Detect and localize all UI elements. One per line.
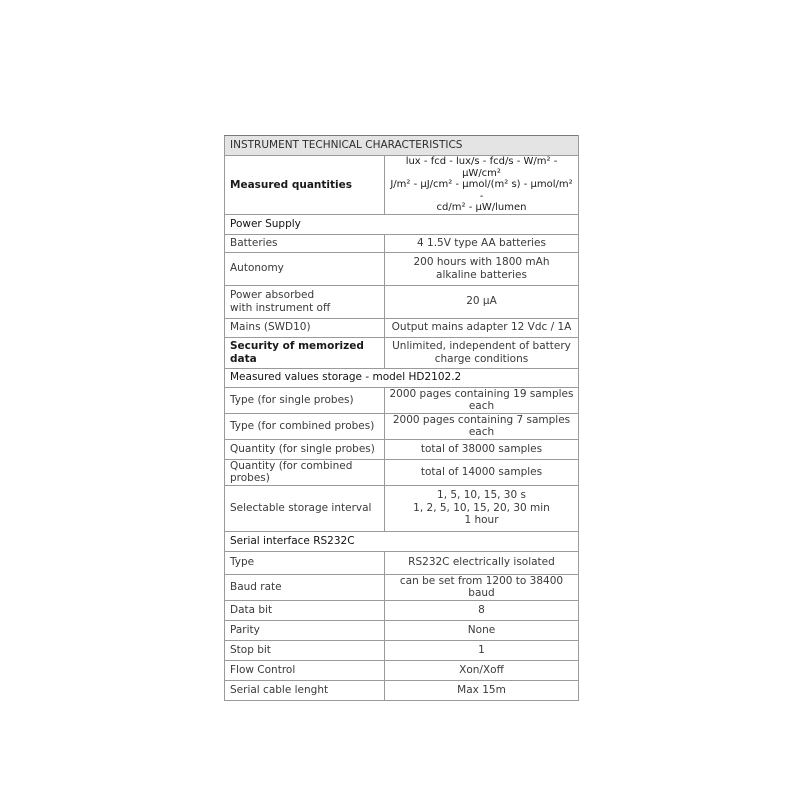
section-header-power-supply [225,214,579,234]
storage-interval-label: Selectable storage interval [225,485,385,531]
autonomy-value [385,252,579,285]
table-row [225,285,579,318]
table-row [225,156,579,215]
table-title-row [225,136,579,156]
security-line: charge conditions [434,352,529,365]
batteries-value: 4 1.5V type AA batteries [385,234,579,252]
serial-row-value: can be set from 1200 to 38400 baud [385,574,579,600]
autonomy-line: alkaline batteries [436,268,527,281]
measured-quantities-line: cd/m² - µW/lumen [436,202,527,213]
table-row [225,600,579,620]
power-absorbed-value: 20 µA [385,285,579,318]
serial-row-value: RS232C electrically isolated [385,551,579,574]
type-combined-value: 2000 pages containing 7 samples each [385,413,579,439]
measured-quantities-value [385,156,579,215]
power-absorbed-line: Power absorbed [230,289,315,301]
power-absorbed-label [225,285,385,318]
serial-row-value: None [385,620,579,640]
storage-interval-line: 1, 2, 5, 10, 15, 20, 30 min [413,501,550,514]
security-label: Security of memorized data [225,337,385,368]
quantity-combined-label: Quantity (for combined probes) [225,459,385,485]
serial-row-label: Data bit [225,600,385,620]
measured-quantities-line: J/m² - µJ/cm² - µmol/(m² s) - µmol/m² - [390,179,573,202]
storage-interval-line: 1, 5, 10, 15, 30 s [437,489,526,502]
quantity-single-value: total of 38000 samples [385,439,579,459]
storage-interval-line: 1 hour [464,514,499,527]
table-row [225,574,579,600]
quantity-single-label: Quantity (for single probes) [225,439,385,459]
table-row [225,413,579,439]
table-row [225,459,579,485]
table-row [225,234,579,252]
serial-row-label: Parity [225,620,385,640]
table-row [225,318,579,337]
technical-characteristics-table [224,135,579,701]
serial-row-label: Stop bit [225,640,385,660]
measured-quantities-line: lux - fcd - lux/s - fcd/s - W/m² - µW/cm² [405,156,558,179]
table-row [225,620,579,640]
security-value [385,337,579,368]
quantity-combined-value: total of 14000 samples [385,459,579,485]
serial-row-label: Baud rate [225,574,385,600]
type-single-label: Type (for single probes) [225,387,385,413]
table-row [225,252,579,285]
batteries-label: Batteries [225,234,385,252]
serial-row-label: Serial cable lenght [225,680,385,700]
mains-value: Output mains adapter 12 Vdc / 1A [385,318,579,337]
serial-row-label: Type [225,551,385,574]
type-single-value: 2000 pages containing 19 samples each [385,387,579,413]
section-title: Power Supply [225,214,579,234]
section-header-serial [225,531,579,551]
table-row [225,439,579,459]
autonomy-label: Autonomy [225,252,385,285]
serial-row-value: Max 15m [385,680,579,700]
type-combined-label: Type (for combined probes) [225,413,385,439]
section-title: Serial interface RS232C [225,531,579,551]
serial-row-value: 1 [385,640,579,660]
serial-row-label: Flow Control [225,660,385,680]
security-line: Unlimited, independent of battery [392,340,571,352]
section-title: Measured values storage - model HD2102.2 [225,368,579,387]
mains-label: Mains (SWD10) [225,318,385,337]
autonomy-line: 200 hours with 1800 mAh [413,256,550,268]
table-row [225,640,579,660]
serial-row-value: 8 [385,600,579,620]
table-row [225,337,579,368]
serial-row-value: Xon/Xoff [385,660,579,680]
storage-interval-value [385,485,579,531]
table-row [225,485,579,531]
table-row [225,660,579,680]
table-row [225,387,579,413]
measured-quantities-label: Measured quantities [225,156,385,215]
section-header-storage [225,368,579,387]
table-row [225,680,579,700]
table-row [225,551,579,574]
table-title: INSTRUMENT TECHNICAL CHARACTERISTICS [225,136,579,156]
power-absorbed-line: with instrument off [230,301,331,314]
